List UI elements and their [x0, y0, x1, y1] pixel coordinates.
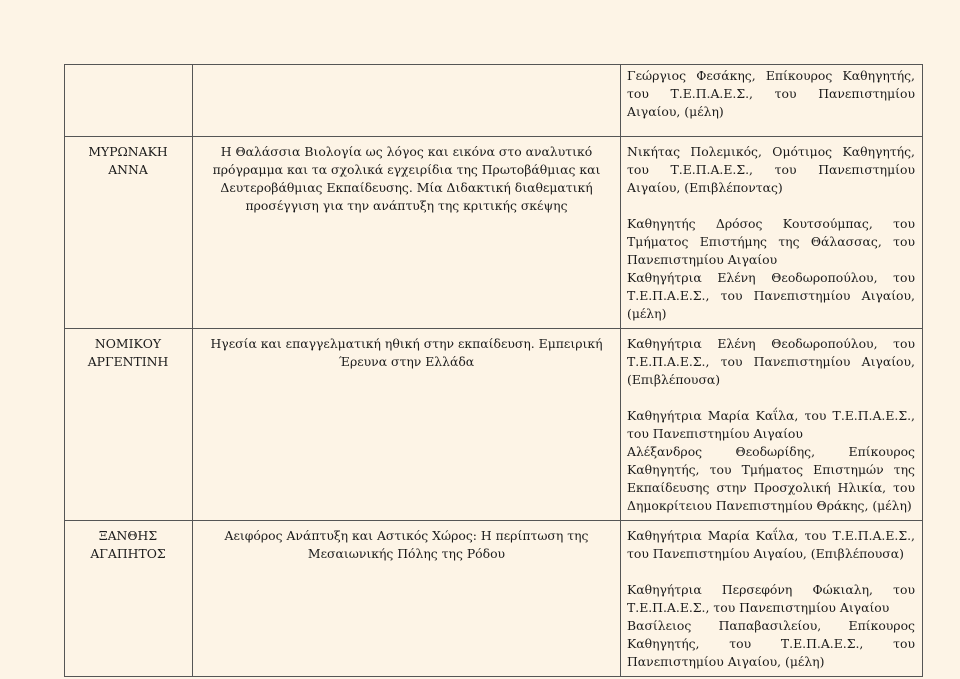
thesis-topic-cell [193, 65, 621, 137]
table-row [65, 329, 923, 521]
committee-spacer [627, 563, 915, 581]
student-surname: ΞΑΝΘΗΣ [98, 528, 158, 543]
table-row [65, 521, 923, 677]
thesis-topic-cell: Η Θαλάσσια Βιολογία ως λόγος και εικόνα στο αναλυτικό πρόγραμμα και τα σχολικά εγχειρίδια της Πρωτοβάθμιας και Δευτεροβάθμιας Εκπαίδευσης. Μία Διδακτική διαθεματική προσέγγιση για την ανάπτυξη της κριτικής σκέψης [193, 137, 621, 329]
committee-member: Καθηγήτρια Ελένη Θεοδωροπούλου, του Τ.Ε.Π.Α.Ε.Σ., του Πανεπιστημίου Αιγαίου, (μέλη) [627, 270, 915, 321]
theses-table [64, 64, 923, 677]
student-name-cell [65, 329, 193, 521]
student-name-cell [65, 521, 193, 677]
committee-supervisor: Νικήτας Πολεμικός, Ομότιμος Καθηγητής, του Τ.Ε.Π.Α.Ε.Σ., του Πανεπιστημίου Αιγαίου, (Επιβλέποντας) [627, 144, 915, 195]
student-first-name: ΑΡΓΕΝΤΙΝΗ [87, 354, 169, 369]
committee-cell [621, 65, 923, 137]
table-row [65, 137, 923, 329]
committee-supervisor: Καθηγήτρια Μαρία Καΐλα, του Τ.Ε.Π.Α.Ε.Σ., του Πανεπιστημίου Αιγαίου, (Επιβλέπουσα) [627, 528, 915, 561]
student-surname: ΝΟΜΙΚΟΥ [94, 336, 162, 351]
table-row [65, 65, 923, 137]
committee-cell [621, 137, 923, 329]
committee-cell [621, 329, 923, 521]
theses-table-body [65, 65, 923, 677]
committee-spacer [627, 389, 915, 407]
student-first-name: ΑΓΑΠΗΤΟΣ [90, 546, 166, 561]
thesis-topic-cell: Αειφόρος Ανάπτυξη και Αστικός Χώρος: Η περίπτωση της Μεσαιωνικής Πόλης της Ρόδου [193, 521, 621, 677]
student-first-name: ΑΝΝΑ [108, 162, 148, 177]
committee-member: Καθηγητής Δρόσος Κουτσούμπας, του Τμήματος Επιστήμης της Θάλασσας, του Πανεπιστημίου Αιγαίου [627, 216, 915, 267]
committee-cell [621, 521, 923, 677]
committee-member: Καθηγήτρια Περσεφόνη Φώκιαλη, του Τ.Ε.Π.Α.Ε.Σ., του Πανεπιστημίου Αιγαίου [627, 582, 915, 615]
committee-member: Καθηγήτρια Μαρία Καΐλα, του Τ.Ε.Π.Α.Ε.Σ., του Πανεπιστημίου Αιγαίου [627, 408, 915, 441]
committee-member: Βασίλειος Παπαβασιλείου, Επίκουρος Καθηγητής, του Τ.Ε.Π.Α.Ε.Σ., του Πανεπιστημίου Αιγαίου, (μέλη) [627, 618, 915, 669]
committee-member: Γεώργιος Φεσάκης, Επίκουρος Καθηγητής, του Τ.Ε.Π.Α.Ε.Σ., του Πανεπιστημίου Αιγαίου, (μέλη) [627, 68, 915, 119]
committee-spacer [627, 197, 915, 215]
student-name-cell [65, 137, 193, 329]
thesis-topic-cell: Ηγεσία και επαγγελματική ηθική στην εκπαίδευση. Εμπειρική Έρευνα στην Ελλάδα [193, 329, 621, 521]
committee-member: Αλέξανδρος Θεοδωρίδης, Επίκουρος Καθηγητής, του Τμήματος Επιστημών της Εκπαίδευσης στην Προσχολική Ηλικία, του Δημοκρίτειου Πανεπιστημίου Θράκης, (μέλη) [627, 444, 915, 513]
committee-supervisor: Καθηγήτρια Ελένη Θεοδωροπούλου, του Τ.Ε.Π.Α.Ε.Σ., του Πανεπιστημίου Αιγαίου, (Επιβλέπουσα) [627, 336, 915, 387]
student-name-cell [65, 65, 193, 137]
student-surname: ΜΥΡΩΝΑΚΗ [88, 144, 168, 159]
